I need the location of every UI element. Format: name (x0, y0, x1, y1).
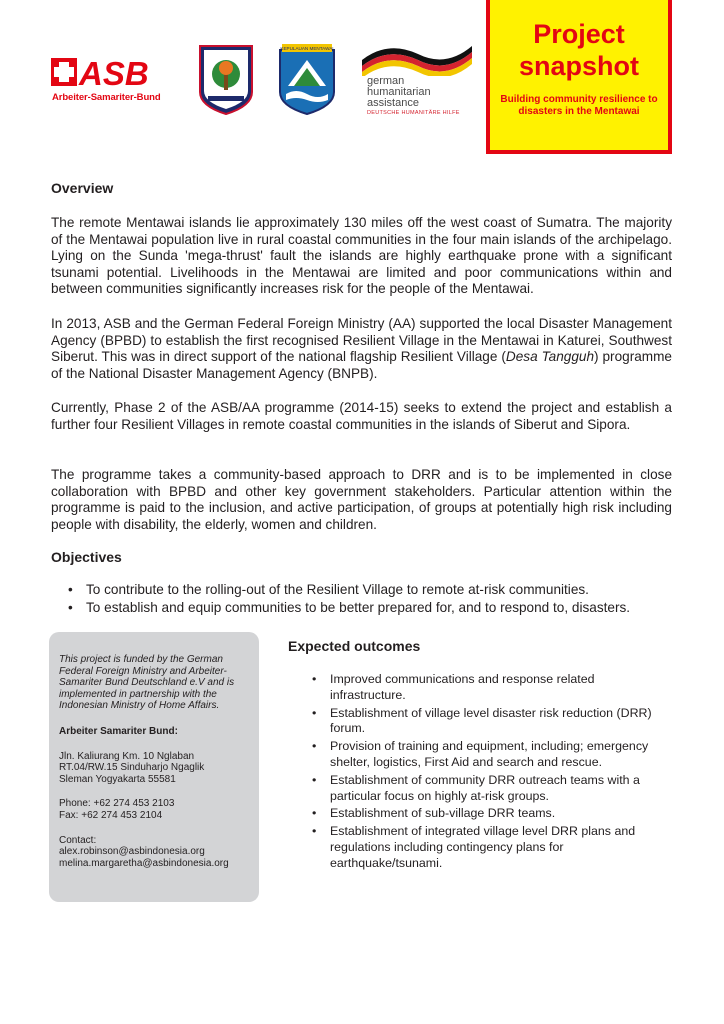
gha-line-german: german (367, 75, 405, 87)
contact-block (59, 835, 249, 870)
expected-outcomes-heading: Expected outcomes (288, 638, 421, 654)
desa-tangguh-term: Desa Tangguh (505, 349, 595, 365)
paragraph-2-text-b: ) programme of the National Disaster Management Agency (BNPB). (51, 349, 672, 381)
overview-paragraph-1: The remote Mentawai islands lie approximately 130 miles off the west coast of Sumatra. The majority of the Mentawai population live in rural coastal communities in the four main islands of the archipelago. Lying on the Sunda 'mega-thrust' fault the islands are highly earthquake prone with a significant tsunami potential. Livelihoods in the Mentawai are limited and poor communications within and between communities significantly increases risk for the people of the Mentawai. (51, 215, 672, 297)
outcome-item: • Establishment of integrated village level DRR plans and regulations including contingency plans for earthquake/tsunami. (312, 824, 672, 871)
address-line: Jln. Kaliurang Km. 10 Nglaban (59, 750, 195, 762)
objectives-list (68, 581, 688, 617)
project-snapshot-box (486, 0, 672, 154)
gha-line-humanitarian: humanitarian assistance (367, 86, 431, 109)
objective-item: • To establish and equip communities to be better prepared for, and to respond to, disasters. (68, 599, 688, 617)
outcome-item: • Establishment of sub-village DRR teams. (312, 806, 672, 822)
overview-paragraph-3: Currently, Phase 2 of the ASB/AA programme (2014-15) seeks to extend the project and establish a further four Resilient Villages in remote coastal communities in the islands of Siberut and Sipora. (51, 400, 672, 432)
crest-banner-text: KEPULAUAN MENTAWAI (280, 46, 334, 52)
outcome-item: • Provision of training and equipment, including; emergency shelter, logistics, First Aid and search and rescue. (312, 739, 672, 771)
address-line: RT.04/RW.15 Sinduharjo Ngaglik (59, 762, 205, 774)
outcome-item: • Improved communications and response related infrastructure. (312, 672, 672, 704)
objective-item: • To contribute to the rolling-out of the Resilient Village to remote at-risk communities. (68, 581, 688, 599)
gha-line-deutsche: DEUTSCHE HUMANITÄRE HILFE (367, 110, 460, 116)
asb-samaritan-icon (50, 56, 170, 90)
contact-label: Contact: (59, 834, 97, 846)
overview-heading: Overview (51, 180, 114, 196)
outcome-item: • Establishment of village level disaster risk reduction (DRR) forum. (312, 706, 672, 738)
address-line: Sleman Yogyakarta 55581 (59, 773, 176, 785)
snapshot-title: Project snapshot (518, 19, 639, 81)
email-link[interactable]: melina.margaretha@asbindonesia.org (59, 857, 229, 869)
fax-number: Fax: +62 274 453 2104 (59, 809, 163, 821)
funding-note: This project is funded by the German Federal Foreign Ministry and Arbeiter-Samariter Bund Deutschland e.V and is implemented in partnership with the Indonesian Ministry of Home Affairs. (59, 654, 235, 712)
overview-paragraph-4: The programme takes a community-based approach to DRR and is to be implemented in close collaboration with BPBD and other key government stakeholders. Particular attention within the programme is paid to the inclusion, and active participation, of groups at potentially high risk including people with disability, the elderly, women and children. (51, 467, 672, 532)
organisation-name: Arbeiter Samariter Bund: (59, 725, 178, 737)
objectives-heading: Objectives (51, 549, 122, 565)
german-flag-wave-icon (358, 40, 478, 76)
expected-outcomes-list (312, 672, 672, 874)
paragraph-2-text-a: In 2013, ASB and the German Federal Foreign Ministry (AA) supported the local Disaster Management Agency (BPBD) to establish the first recognised Resilient Village in the Mentawai in Katurei, Southwest Siberut. This was in direct support of the national flagship Resilient Village ( (51, 316, 672, 365)
asb-subtitle: Arbeiter-Samariter-Bund (52, 92, 161, 103)
outcome-item: • Establishment of community DRR outreach teams with a particular focus on highly at-risk groups. (312, 773, 672, 805)
postal-address (59, 751, 249, 786)
asb-logo-text: ASB (79, 56, 149, 90)
mentawai-crest-icon (278, 42, 336, 116)
phone-block (59, 798, 249, 821)
contact-info-card (49, 632, 259, 902)
overview-paragraph-2 (51, 316, 672, 382)
asb-logo (50, 56, 170, 112)
phone-number: Phone: +62 274 453 2103 (59, 798, 175, 810)
regency-crest-icon (198, 44, 254, 116)
german-humanitarian-assistance-logo (358, 40, 478, 120)
snapshot-subtitle: Building community resilience to disasters in the Mentawai (500, 94, 658, 117)
email-link[interactable]: alex.robinson@asbindonesia.org (59, 846, 205, 858)
